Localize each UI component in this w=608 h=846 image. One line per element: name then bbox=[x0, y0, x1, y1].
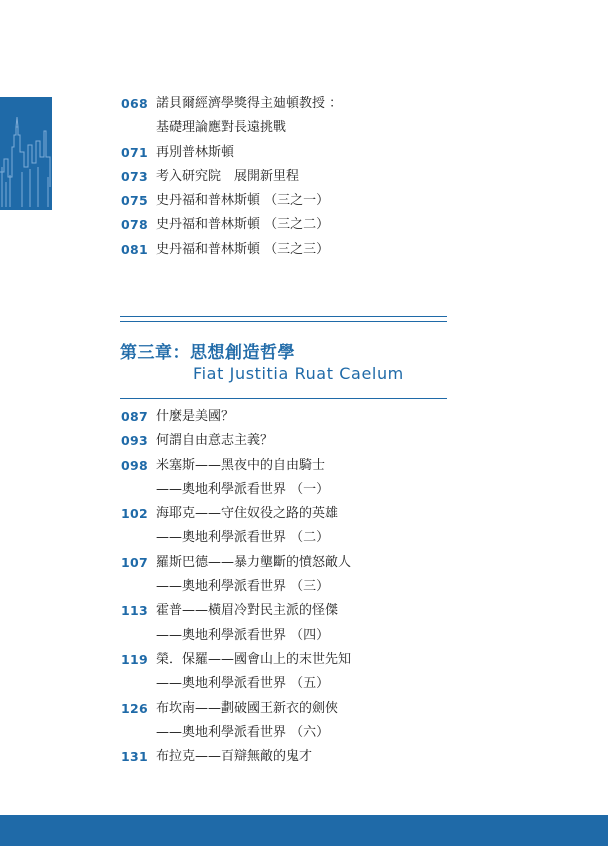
toc-entry[interactable] bbox=[121, 213, 481, 237]
toc-section-previous bbox=[121, 92, 481, 262]
toc-entry[interactable] bbox=[121, 721, 481, 745]
chapter-divider-bottom bbox=[120, 398, 447, 399]
entry-title: 海耶克——守住奴役之路的英雄 bbox=[156, 506, 339, 522]
page-number: 113 bbox=[121, 603, 148, 619]
toc-entry[interactable] bbox=[121, 478, 481, 502]
page-number: 068 bbox=[121, 96, 148, 111]
city-skyline-icon bbox=[0, 97, 52, 210]
page-number: 102 bbox=[121, 506, 148, 522]
toc-entry[interactable] bbox=[121, 429, 481, 453]
entry-title: 米塞斯——黑夜中的自由騎士 bbox=[156, 457, 326, 473]
page-number: 075 bbox=[121, 193, 148, 209]
toc-entry[interactable] bbox=[121, 502, 481, 526]
toc-section-chapter3 bbox=[121, 405, 481, 769]
entry-title: ——奧地利學派看世界 （三） bbox=[156, 579, 330, 595]
entry-title: 諾貝爾經濟學獎得主廸頓教授 ： bbox=[156, 96, 343, 111]
entry-title: 何謂自由意志主義？ bbox=[156, 433, 274, 449]
toc-entry[interactable] bbox=[121, 648, 481, 672]
toc-entry[interactable] bbox=[121, 189, 481, 213]
entry-title: ——奧地利學派看世界 （五） bbox=[156, 676, 330, 692]
page-number: 073 bbox=[121, 168, 148, 184]
toc-entry[interactable] bbox=[121, 141, 481, 165]
entry-title: 史丹福和普林斯頓 （三之一） bbox=[156, 193, 330, 209]
entry-title: ——奧地利學派看世界 （六） bbox=[156, 724, 330, 740]
entry-title: 羅斯巴德——暴力壟斷的憤怒敵人 bbox=[156, 554, 352, 570]
footer-band bbox=[0, 815, 608, 846]
entry-title: 布拉克——百辯無敵的鬼才 bbox=[156, 749, 313, 765]
toc-entry[interactable] bbox=[121, 599, 481, 623]
toc-entry[interactable] bbox=[121, 454, 481, 478]
toc-entry[interactable] bbox=[121, 165, 481, 189]
toc-entry[interactable] bbox=[121, 672, 481, 696]
page-number: 093 bbox=[121, 433, 148, 449]
toc-entry[interactable] bbox=[121, 697, 481, 721]
page-number: 071 bbox=[121, 144, 148, 160]
entry-title: 史丹福和普林斯頓 （三之二） bbox=[156, 217, 330, 233]
page-number: 098 bbox=[121, 457, 148, 473]
page-number: 131 bbox=[121, 749, 148, 765]
entry-title: 基礎理論應對長遠挑戰 bbox=[156, 120, 287, 136]
page-number: 078 bbox=[121, 217, 148, 233]
entry-title: ——奧地利學派看世界 （四） bbox=[156, 627, 330, 643]
page-number: 119 bbox=[121, 651, 148, 667]
toc-entry[interactable] bbox=[121, 405, 481, 429]
toc-entry[interactable] bbox=[121, 551, 481, 575]
entry-title: 再別普林斯頓 bbox=[156, 144, 235, 160]
chapter-title: 第三章：思想創造哲學 bbox=[120, 343, 295, 363]
chapter-divider-top bbox=[120, 316, 447, 322]
page-number: 107 bbox=[121, 554, 148, 570]
entry-title: 考入研究院 展開新里程 bbox=[156, 168, 300, 184]
entry-title: ——奧地利學派看世界 （二） bbox=[156, 530, 330, 546]
entry-title: 榮．保羅——國會山上的末世先知 bbox=[156, 651, 352, 667]
toc-entry[interactable] bbox=[121, 575, 481, 599]
page-number: 126 bbox=[121, 700, 148, 716]
page-number: 087 bbox=[121, 409, 148, 424]
toc-entry[interactable] bbox=[121, 92, 481, 116]
toc-entry[interactable] bbox=[121, 526, 481, 550]
toc-entry[interactable] bbox=[121, 745, 481, 769]
toc-entry[interactable] bbox=[121, 238, 481, 262]
entry-title: 霍普——橫眉冷對民主派的怪傑 bbox=[156, 603, 339, 619]
entry-title: 什麼是美國？ bbox=[156, 409, 235, 424]
toc-entry[interactable] bbox=[121, 116, 481, 140]
chapter-side-tab bbox=[0, 97, 52, 210]
page-number: 081 bbox=[121, 241, 148, 257]
chapter-subtitle: Fiat Justitia Ruat Caelum bbox=[193, 364, 404, 383]
entry-title: ——奧地利學派看世界 （一） bbox=[156, 481, 330, 497]
entry-title: 布坎南——劃破國王新衣的劍俠 bbox=[156, 700, 339, 716]
entry-title: 史丹福和普林斯頓 （三之三） bbox=[156, 241, 330, 257]
toc-entry[interactable] bbox=[121, 624, 481, 648]
